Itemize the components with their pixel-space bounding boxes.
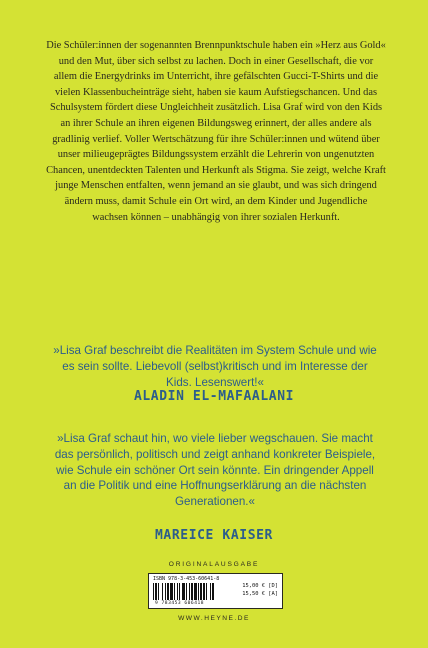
review-author-2: MAREICE KAISER bbox=[155, 528, 273, 543]
review-author-1: ALADIN EL-MAFAALANI bbox=[133, 389, 295, 404]
barcode-icon bbox=[153, 583, 235, 600]
price-austria: 15,50 € [A] bbox=[242, 591, 278, 597]
price-germany: 15,00 € [D] bbox=[242, 583, 278, 589]
barcode-label bbox=[148, 573, 283, 609]
review-quote-1: »Lisa Graf beschreibt die Realitäten im System Schule und wie es sein sollte. Liebevoll (selbst)kritisch und im Interesse der Kids. Lesenswert!« bbox=[53, 344, 377, 389]
review-quote-2: »Lisa Graf schaut hin, wo viele lieber wegschauen. Sie macht das persönlich, politisch und zeigt anhand konkreter Beispiele, wie Schule ein schöner Ort sein könnte. Ein dringender Appell an die Politik und eine Hoffnungserklärung an die nächsten Generationen.« bbox=[54, 432, 376, 509]
publisher-url: WWW.HEYNE.DE bbox=[178, 615, 250, 622]
isbn-number: ISBN 978-3-453-60641-8 bbox=[153, 576, 220, 582]
edition-label: ORIGINALAUSGABE bbox=[168, 561, 260, 568]
back-cover-blurb: Die Schüler:innen der sogenannten Brennpunktschule haben ein »Herz aus Gold« und den Mut, über sich selbst zu lachen. Doch in einer Gesellschaft, die vor allem die Energydrinks im Unterricht, ihre gefälschten Gucci-T-Shirts und die vielen Klassenbucheinträge sieht, haben sie kaum Aufstiegschancen. Und das Schulsystem fördert diese Ungleichheit zusätzlich. Lisa Graf wird von den Kids an ihrer Schule an ihren eigenen Bildungsweg erinnert, der alles andere als gradlinig verlief. Voller Wertschätzung für ihre Schüler:innen und wütend über unser milieugeprägtes Bildungssystem erzählt die Lehrerin von ungenutzten Chancen, unentdeckten Talenten und Herkunft als Stigma. Sie zeigt, welche Kraft junge Menschen entfalten, wenn jemand an sie glaubt, und was sich dringend ändern muss, damit Schule ein Ort wird, an dem Kinder und Jugendliche wachsen können – unabhängig von ihrer sozialen Herkunft. bbox=[46, 40, 386, 223]
barcode-digits: 9 783453 606418 bbox=[155, 601, 204, 606]
